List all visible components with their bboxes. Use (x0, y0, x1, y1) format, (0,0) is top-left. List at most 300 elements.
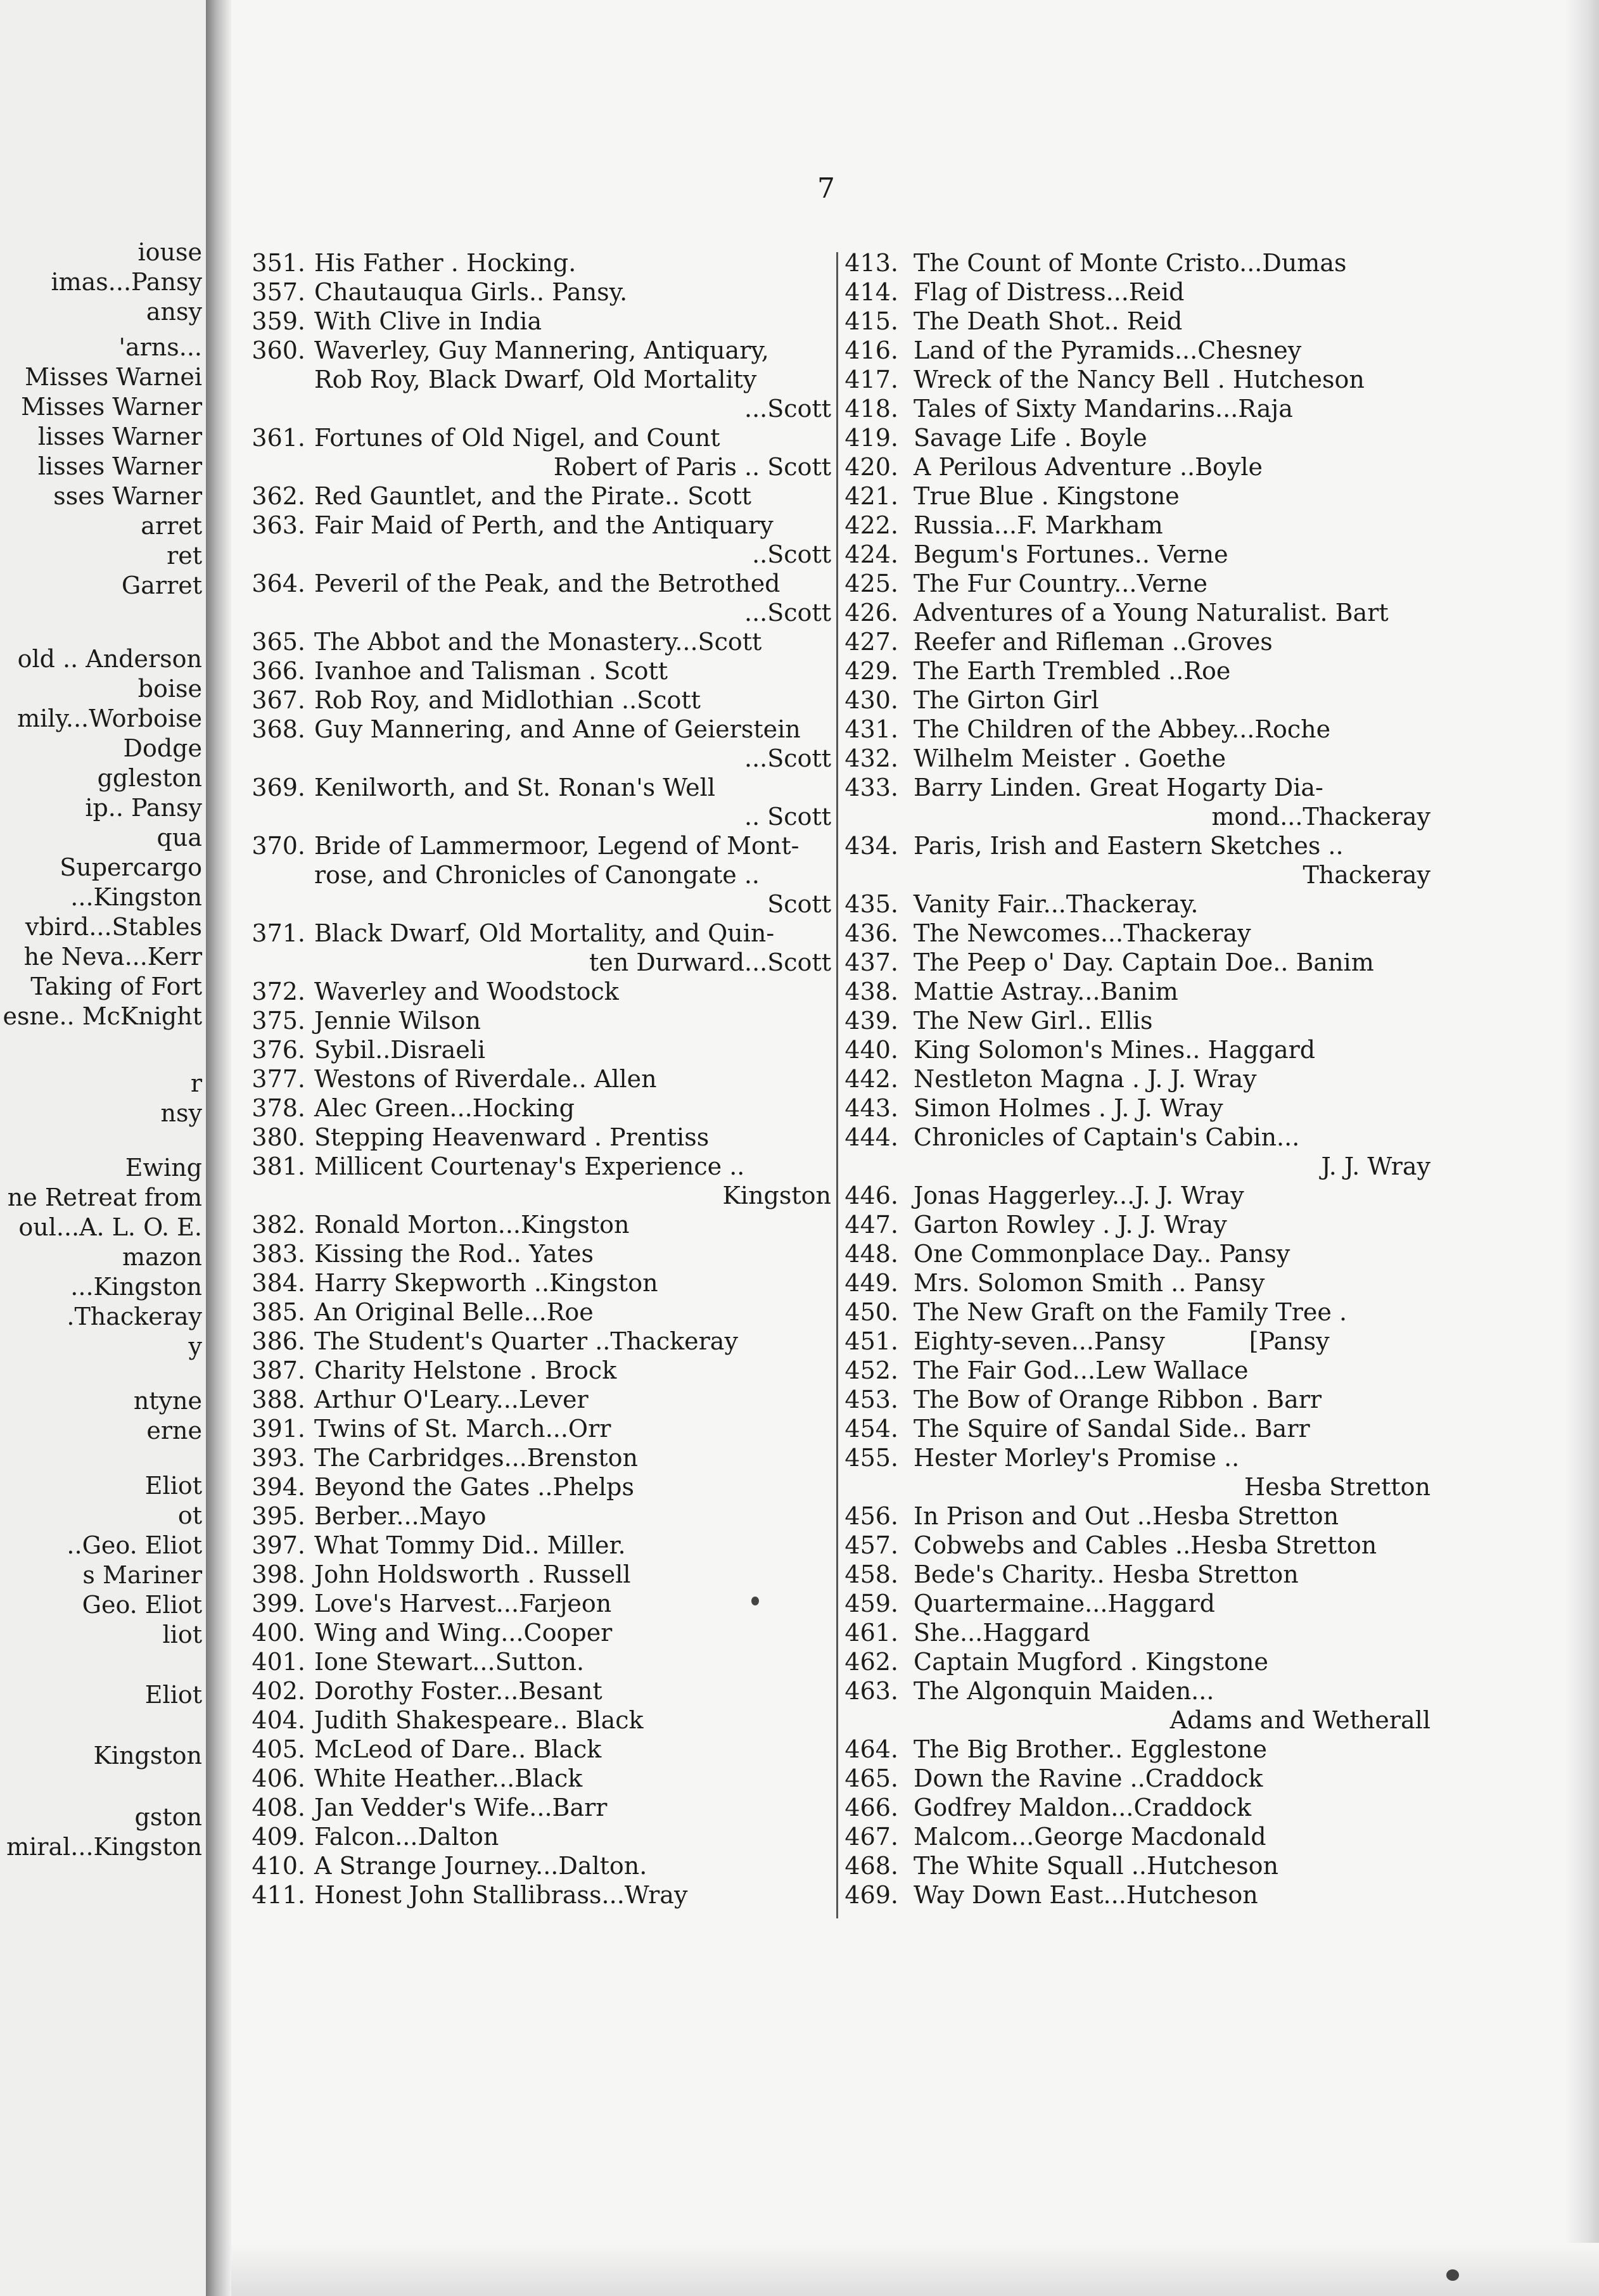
entry-title-line: rose, and Chronicles of Canongate .. (314, 861, 760, 889)
entry-number: 361. (252, 424, 305, 452)
facing-page-line: ...Kingston (70, 1273, 202, 1301)
catalog-entry (835, 1880, 1430, 1910)
entry-number: 442. (844, 1065, 898, 1093)
entry-title: Savage Life . Boyle (914, 424, 1147, 452)
catalog-entry (835, 1589, 1430, 1618)
entry-title: Jennie Wilson (314, 1007, 481, 1035)
facing-page-line: arret (141, 512, 202, 540)
facing-page-line: liot (162, 1621, 202, 1649)
entry-number: 452. (844, 1356, 898, 1384)
entry-title: Jonas Haggerley...J. J. Wray (914, 1182, 1244, 1209)
entry-title-line: Rob Roy, Black Dwarf, Old Mortality (314, 366, 757, 393)
facing-page-line: lisses Warner (37, 423, 202, 450)
entry-title: The Bow of Orange Ribbon . Barr (914, 1386, 1322, 1413)
entry-author: ten Durward...Scott (589, 948, 831, 976)
entry-number: 443. (844, 1094, 898, 1122)
entry-title: Bride of Lammermoor, Legend of Mont- (314, 832, 800, 860)
entry-number: 465. (844, 1764, 898, 1792)
facing-page-line: lisses Warner (37, 452, 202, 480)
entry-number: 469. (844, 1881, 898, 1909)
entry-number: 455. (844, 1444, 898, 1472)
catalog-entry (835, 1502, 1430, 1531)
entry-number: 429. (844, 657, 898, 685)
entry-title: Berber...Mayo (314, 1502, 487, 1530)
entry-title: Chautauqua Girls.. Pansy. (314, 278, 628, 306)
entry-title: Alec Green...Hocking (314, 1094, 575, 1122)
entry-number: 376. (252, 1036, 305, 1064)
entry-title: The Fair God...Lew Wallace (914, 1356, 1249, 1384)
entry-number: 433. (844, 774, 898, 801)
entry-title: Falcon...Dalton (314, 1823, 499, 1851)
catalog-entry (236, 1443, 831, 1472)
catalog-entry (835, 1764, 1430, 1793)
entry-title: Arthur O'Leary...Lever (314, 1386, 589, 1413)
entry-title: Begum's Fortunes.. Verne (914, 540, 1228, 568)
entry-title: Westons of Riverdale.. Allen (314, 1065, 657, 1093)
facing-page-line: sses Warner (53, 482, 202, 510)
entry-number: 414. (844, 278, 898, 306)
catalog-entry (835, 277, 1430, 307)
catalog-entry (236, 1618, 831, 1647)
entry-number: 453. (844, 1386, 898, 1413)
entry-title: The Abbot and the Monastery...Scott (314, 628, 762, 656)
catalog-entry (835, 1793, 1430, 1822)
catalog-entry (236, 1735, 831, 1764)
entry-author: Scott (767, 890, 831, 918)
entry-number: 436. (844, 919, 898, 947)
catalog-entry (236, 1531, 831, 1560)
entry-title: Adventures of a Young Naturalist. Bart (914, 599, 1389, 627)
catalog-entry (835, 1385, 1430, 1414)
entry-title: The Count of Monte Cristo...Dumas (914, 249, 1347, 277)
entry-title: An Original Belle...Roe (314, 1298, 594, 1326)
entry-title: Ivanhoe and Talisman . Scott (314, 657, 668, 685)
entry-number: 447. (844, 1211, 898, 1239)
entry-title: Charity Helstone . Brock (314, 1356, 617, 1384)
catalog-entry (835, 715, 1430, 744)
catalog-entry (835, 1239, 1430, 1268)
catalog-entry (835, 1123, 1430, 1181)
entry-number: 413. (844, 249, 898, 277)
entry-title: Jan Vedder's Wife...Barr (314, 1794, 608, 1821)
catalog-entry (835, 1735, 1430, 1764)
entry-title: Captain Mugford . Kingstone (914, 1648, 1269, 1676)
facing-page-line: .Thackeray (67, 1303, 202, 1330)
catalog-entry (835, 540, 1430, 569)
facing-page-line: Kingston (93, 1742, 202, 1770)
entry-title: With Clive in India (314, 307, 542, 335)
entry-number: 402. (252, 1677, 305, 1705)
facing-page-line: ...Kingston (70, 883, 202, 911)
entry-title: John Holdsworth . Russell (314, 1560, 631, 1588)
entry-author: ...Scott (744, 395, 831, 423)
entry-number: 411. (252, 1881, 305, 1909)
entry-title: Peveril of the Peak, and the Betrothed (314, 570, 780, 597)
entry-title: Russia...F. Markham (914, 511, 1163, 539)
entry-number: 400. (252, 1619, 305, 1647)
entry-title: Millicent Courtenay's Experience .. (314, 1152, 745, 1180)
entry-number: 449. (844, 1269, 898, 1297)
ink-speck (1446, 2269, 1459, 2281)
entry-number: 466. (844, 1794, 898, 1821)
entry-number: 420. (844, 453, 898, 481)
entry-title: The Algonquin Maiden... (914, 1677, 1214, 1705)
catalog-entry (835, 656, 1430, 686)
entry-number: 422. (844, 511, 898, 539)
catalog-entry (835, 1822, 1430, 1851)
entry-title: McLeod of Dare.. Black (314, 1735, 602, 1763)
facing-page-line: qua (156, 824, 202, 851)
catalog-entry (236, 627, 831, 656)
catalog-entry (835, 1676, 1430, 1735)
entry-title: The Peep o' Day. Captain Doe.. Banim (914, 948, 1374, 976)
entry-number: 437. (844, 948, 898, 976)
entry-title: Wing and Wing...Cooper (314, 1619, 613, 1647)
entry-number: 459. (844, 1590, 898, 1617)
entry-number: 384. (252, 1269, 305, 1297)
entry-number: 424. (844, 540, 898, 568)
facing-page-line: r (190, 1069, 202, 1097)
facing-page-line: gston (134, 1803, 202, 1831)
entry-number: 369. (252, 774, 305, 801)
entry-number: 446. (844, 1182, 898, 1209)
catalog-entry (835, 307, 1430, 336)
catalog-entry (835, 1210, 1430, 1239)
catalog-entry (236, 277, 831, 307)
facing-page-line: Supercargo (60, 853, 202, 881)
catalog-entry (236, 1064, 831, 1094)
page-number: 7 (817, 172, 835, 205)
facing-page-line: esne.. McKnight (3, 1002, 202, 1030)
entry-title: Beyond the Gates ..Phelps (314, 1473, 634, 1501)
entry-number: 404. (252, 1706, 305, 1734)
entry-number: 377. (252, 1065, 305, 1093)
entry-number: 381. (252, 1152, 305, 1180)
catalog-entry (236, 423, 831, 482)
entry-number: 395. (252, 1502, 305, 1530)
right-column-list (835, 248, 1430, 1910)
catalog-entry (835, 1268, 1430, 1298)
facing-page-line: Dodge (123, 734, 202, 762)
facing-page-line: Taking of Fort (30, 973, 202, 1000)
entry-title: The Carbridges...Brenston (314, 1444, 638, 1472)
facing-page-line: y (188, 1332, 202, 1360)
catalog-entry (835, 1414, 1430, 1443)
entry-number: 394. (252, 1473, 305, 1501)
entry-number: 378. (252, 1094, 305, 1122)
entry-number: 468. (844, 1852, 898, 1880)
entry-number: 372. (252, 978, 305, 1005)
catalog-entry (835, 1298, 1430, 1327)
facing-page-line: ot (177, 1502, 202, 1529)
catalog-entry (835, 744, 1430, 773)
entry-number: 457. (844, 1531, 898, 1559)
entry-title: A Strange Journey...Dalton. (314, 1852, 647, 1880)
facing-page-line: boise (137, 675, 202, 703)
entry-title: The Squire of Sandal Side.. Barr (914, 1415, 1310, 1443)
facing-page-line: ..Geo. Eliot (67, 1531, 202, 1559)
entry-author: ...Scott (744, 599, 831, 627)
entry-author: Hesba Stretton (1244, 1473, 1430, 1501)
catalog-entry (236, 336, 831, 423)
entry-title: Rob Roy, and Midlothian ..Scott (314, 686, 701, 714)
entry-number: 398. (252, 1560, 305, 1588)
catalog-entry (835, 394, 1430, 423)
facing-page-line: 'arns... (118, 333, 202, 361)
entry-title: Flag of Distress...Reid (914, 278, 1185, 306)
entry-number: 364. (252, 570, 305, 597)
entry-number: 365. (252, 628, 305, 656)
entry-author: Kingston (722, 1182, 831, 1209)
entry-title: Chronicles of Captain's Cabin... (914, 1123, 1300, 1151)
catalog-entry (835, 948, 1430, 977)
catalog-entry (236, 1764, 831, 1793)
catalog-entry (835, 1094, 1430, 1123)
entry-title: Reefer and Rifleman ..Groves (914, 628, 1273, 656)
entry-number: 397. (252, 1531, 305, 1559)
entry-title: Judith Shakespeare.. Black (314, 1706, 644, 1734)
catalog-entry (835, 1064, 1430, 1094)
entry-number: 367. (252, 686, 305, 714)
catalog-entry (835, 1531, 1430, 1560)
catalog-entry (236, 511, 831, 569)
entry-author: Thackeray (1303, 861, 1430, 889)
entry-title: The Big Brother.. Egglestone (914, 1735, 1267, 1763)
entry-title: Wreck of the Nancy Bell . Hutcheson (914, 366, 1365, 393)
facing-page-line: old .. Anderson (17, 645, 202, 673)
entry-title: Mrs. Solomon Smith .. Pansy (914, 1269, 1265, 1297)
facing-page-line: mazon (122, 1243, 202, 1271)
facing-page-line: ne Retreat from (7, 1183, 202, 1211)
catalog-entry (236, 1298, 831, 1327)
facing-page-line: mily...Worboise (17, 705, 202, 732)
entry-title: Land of the Pyramids...Chesney (914, 336, 1302, 364)
catalog-entry (835, 627, 1430, 656)
entry-author: ..Scott (752, 540, 831, 568)
entry-title: Waverley and Woodstock (314, 978, 619, 1005)
entry-number: 431. (844, 715, 898, 743)
facing-page-line: oul...A. L. O. E. (18, 1213, 202, 1241)
catalog-entry (236, 1647, 831, 1676)
catalog-entry (835, 831, 1430, 890)
entry-title: Twins of St. March...Orr (314, 1415, 611, 1443)
entry-number: 393. (252, 1444, 305, 1472)
facing-page-line: ggleston (97, 764, 202, 792)
entry-number: 440. (844, 1036, 898, 1064)
entry-title: Fair Maid of Perth, and the Antiquary (314, 511, 774, 539)
catalog-entry (236, 1152, 831, 1210)
entry-number: 360. (252, 336, 305, 364)
entry-number: 401. (252, 1648, 305, 1676)
book-gutter (206, 0, 231, 2296)
entry-number: 450. (844, 1298, 898, 1326)
entry-title: The Fur Country...Verne (914, 570, 1208, 597)
entry-author: ...Scott (744, 744, 831, 772)
catalog-entry (236, 715, 831, 773)
catalog-entry (236, 1210, 831, 1239)
entry-number: 462. (844, 1648, 898, 1676)
entry-number: 408. (252, 1794, 305, 1821)
entry-number: 451. (844, 1327, 898, 1355)
entry-title: Kenilworth, and St. Ronan's Well (314, 774, 715, 801)
entry-number: 368. (252, 715, 305, 743)
facing-page-line: Ewing (125, 1154, 202, 1182)
entry-title: The Newcomes...Thackeray (914, 919, 1251, 947)
catalog-entry (236, 569, 831, 627)
catalog-entry (236, 1385, 831, 1414)
entry-number: 357. (252, 278, 305, 306)
catalog-entry (835, 890, 1430, 919)
entry-number: 439. (844, 1007, 898, 1035)
entry-title: Down the Ravine ..Craddock (914, 1764, 1263, 1792)
facing-page-line: Eliot (144, 1472, 202, 1500)
page-edge-shadow (1565, 0, 1599, 2296)
entry-title: Quartermaine...Haggard (914, 1590, 1216, 1617)
entry-number: 418. (844, 395, 898, 423)
catalog-entry (236, 1094, 831, 1123)
entry-number: 388. (252, 1386, 305, 1413)
entry-title: Fortunes of Old Nigel, and Count (314, 424, 720, 452)
entry-title: Malcom...George Macdonald (914, 1823, 1266, 1851)
entry-title: Paris, Irish and Eastern Sketches .. (914, 832, 1344, 860)
entry-number: 419. (844, 424, 898, 452)
entry-title: The Children of the Abbey...Roche (914, 715, 1331, 743)
entry-title: The Student's Quarter ..Thackeray (314, 1327, 738, 1355)
entry-number: 435. (844, 890, 898, 918)
entry-title: White Heather...Black (314, 1764, 583, 1792)
facing-page-line: imas...Pansy (51, 268, 202, 296)
catalog-entry (236, 1123, 831, 1152)
catalog-entry (236, 1239, 831, 1268)
entry-author: Robert of Paris .. Scott (553, 453, 831, 481)
entry-author: Adams and Wetherall (1169, 1706, 1430, 1734)
entry-title: Waverley, Guy Mannering, Antiquary, (314, 336, 769, 364)
catalog-entry (835, 1443, 1430, 1502)
entry-number: 425. (844, 570, 898, 597)
catalog-entry (835, 919, 1430, 948)
entry-number: 458. (844, 1560, 898, 1588)
catalog-entry (835, 1618, 1430, 1647)
catalog-entry (236, 919, 831, 977)
catalog-entry (236, 1560, 831, 1589)
catalog-entry (835, 1647, 1430, 1676)
facing-page-line: he Neva...Kerr (23, 943, 202, 971)
entry-author: mond...Thackeray (1211, 803, 1430, 831)
entry-number: 421. (844, 482, 898, 510)
catalog-entry (835, 1851, 1430, 1880)
entry-number: 438. (844, 978, 898, 1005)
entry-title: The Earth Trembled ..Roe (914, 657, 1231, 685)
facing-page-line: miral...Kingston (6, 1833, 202, 1861)
entry-title: Sybil..Disraeli (314, 1036, 486, 1064)
entry-number: 385. (252, 1298, 305, 1326)
catalog-entry (236, 1472, 831, 1502)
entry-title: Kissing the Rod.. Yates (314, 1240, 594, 1268)
entry-number: 464. (844, 1735, 898, 1763)
entry-number: 448. (844, 1240, 898, 1268)
facing-page-line: erne (146, 1417, 202, 1445)
facing-page-line: vbird...Stables (25, 913, 202, 941)
entry-number: 383. (252, 1240, 305, 1268)
facing-page-line: nsy (160, 1099, 202, 1127)
entry-number: 363. (252, 511, 305, 539)
catalog-entry (835, 423, 1430, 452)
entry-title: King Solomon's Mines.. Haggard (914, 1036, 1316, 1064)
catalog-entry (236, 248, 831, 277)
catalog-entry (236, 1822, 831, 1851)
facing-page-line: ntyne (133, 1387, 202, 1415)
entry-number: 444. (844, 1123, 898, 1151)
entry-title: Wilhelm Meister . Goethe (914, 744, 1226, 772)
left-page-fragment (0, 0, 206, 2296)
entry-title: Godfrey Maldon...Craddock (914, 1794, 1252, 1821)
catalog-entry (236, 686, 831, 715)
entry-title: Ione Stewart...Sutton. (314, 1648, 585, 1676)
entry-title: Garton Rowley . J. J. Wray (914, 1211, 1227, 1239)
entry-number: 410. (252, 1852, 305, 1880)
catalog-entry (236, 1035, 831, 1064)
catalog-entry (236, 1706, 831, 1735)
entry-number: 399. (252, 1590, 305, 1617)
catalog-entry (236, 1502, 831, 1531)
entry-number: 382. (252, 1211, 305, 1239)
catalog-entry (835, 248, 1430, 277)
entry-title: Cobwebs and Cables ..Hesba Stretton (914, 1531, 1377, 1559)
entry-title: Ronald Morton...Kingston (314, 1211, 630, 1239)
catalog-entry (236, 1880, 831, 1910)
catalog-entry (236, 1851, 831, 1880)
catalog-entry (236, 1006, 831, 1035)
entry-number: 359. (252, 307, 305, 335)
entry-title: In Prison and Out ..Hesba Stretton (914, 1502, 1339, 1530)
entry-title: A Perilous Adventure ..Boyle (914, 453, 1263, 481)
catalog-entry (835, 482, 1430, 511)
catalog-entry (236, 1356, 831, 1385)
entry-title: She...Haggard (914, 1619, 1090, 1647)
ink-speck (751, 1597, 759, 1605)
catalog-entry (236, 482, 831, 511)
entry-title: What Tommy Did.. Miller. (314, 1531, 626, 1559)
entry-number: 351. (252, 249, 305, 277)
facing-page-line: s Mariner (82, 1561, 202, 1589)
entry-number: 409. (252, 1823, 305, 1851)
entry-number: 426. (844, 599, 898, 627)
catalog-entry (236, 773, 831, 831)
catalog-entry (835, 365, 1430, 394)
entry-title: The Girton Girl (914, 686, 1099, 714)
entry-title: Vanity Fair...Thackeray. (914, 890, 1199, 918)
entry-title: Nestleton Magna . J. J. Wray (914, 1065, 1257, 1093)
entry-number: 456. (844, 1502, 898, 1530)
entry-number: 371. (252, 919, 305, 947)
entry-number: 362. (252, 482, 305, 510)
catalog-entry (236, 656, 831, 686)
entry-title: Hester Morley's Promise .. (914, 1444, 1240, 1472)
entry-number: 391. (252, 1415, 305, 1443)
entry-number: 375. (252, 1007, 305, 1035)
page-bottom-edge (231, 2243, 1599, 2296)
entry-title: Harry Skepworth ..Kingston (314, 1269, 658, 1297)
entry-number: 427. (844, 628, 898, 656)
entry-title: Black Dwarf, Old Mortality, and Quin- (314, 919, 775, 947)
entry-title: Way Down East...Hutcheson (914, 1881, 1258, 1909)
catalog-entry (236, 1589, 831, 1618)
entry-title: Love's Harvest...Farjeon (314, 1590, 612, 1617)
facing-page-line: ret (167, 542, 202, 570)
entry-number: 430. (844, 686, 898, 714)
catalog-entry (835, 686, 1430, 715)
entry-title: His Father . Hocking. (314, 249, 577, 277)
